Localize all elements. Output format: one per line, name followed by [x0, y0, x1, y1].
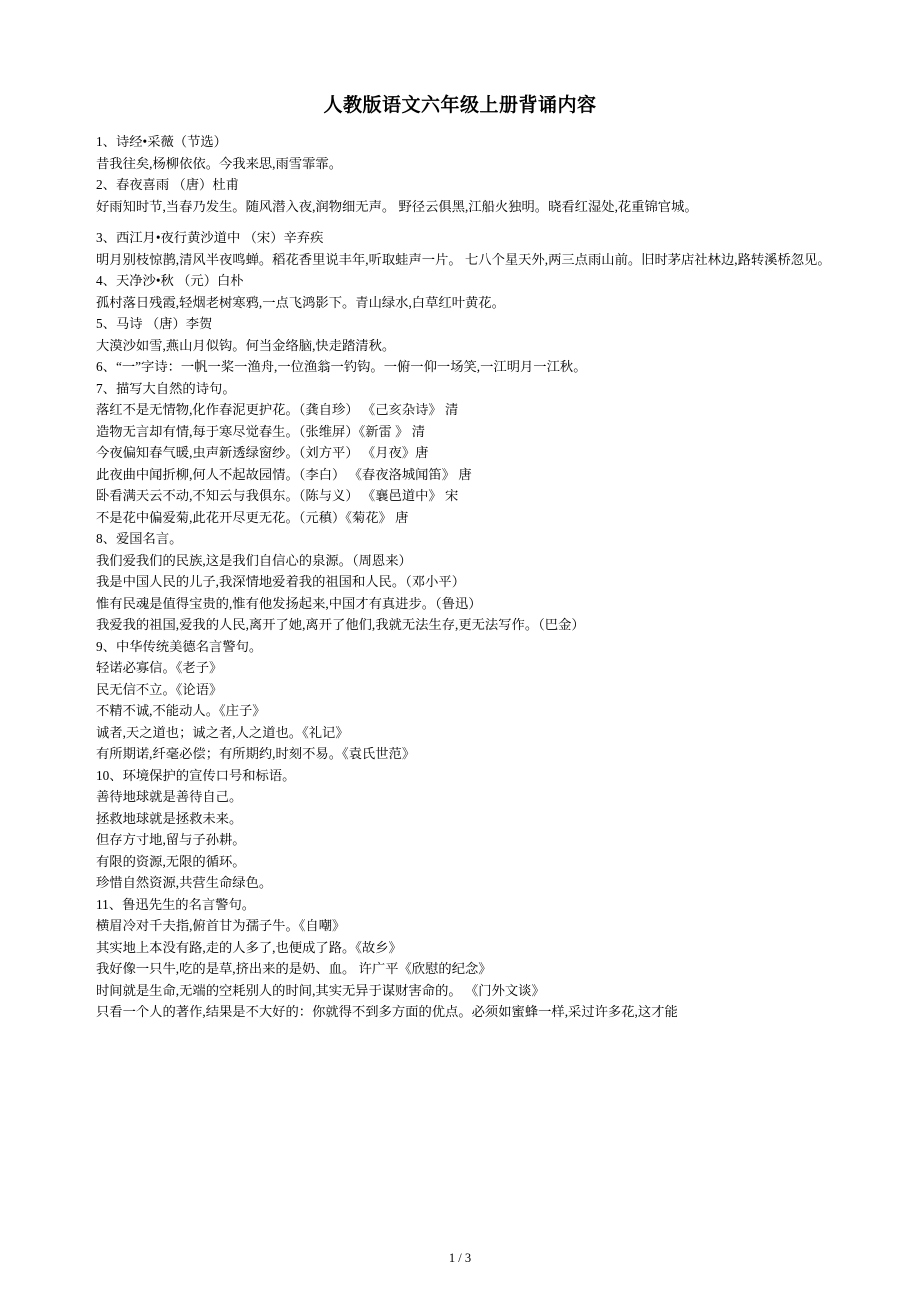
document-line: 此夜曲中闻折柳,何人不起故园情。（李白） 《春夜洛城闻笛》 唐: [96, 466, 472, 482]
document-line: 其实地上本没有路,走的人多了,也便成了路。《故乡》: [96, 939, 402, 955]
document-line: 轻诺必寡信。《老子》: [96, 660, 223, 675]
document-line: 好雨知时节,当春乃发生。随风潜入夜,润物细无声。 野径云俱黑,江船火独明。晓看红湿处,花重锦官城。: [96, 198, 698, 214]
document-line: 孤村落日残霞,轻烟老树寒鸦,一点飞鸿影下。青山绿水,白草红叶黄花。: [96, 294, 505, 310]
document-line: 3、西江月•夜行黄沙道中 （宋）辛弃疾: [96, 230, 324, 245]
document-line: 11、鲁迅先生的名言警句。: [96, 896, 256, 912]
document-line: 我是中国人民的儿子,我深情地爱着我的祖国和人民。（邓小平）: [96, 574, 465, 589]
document-line: 有所期诺,纤毫必偿；有所期约,时刻不易。《袁氏世范》: [96, 746, 416, 761]
document-line: 但存方寸地,留与子孙耕。: [96, 832, 246, 847]
document-line: 明月别枝惊鹊,清风半夜鸣蝉。稻花香里说丰年,听取蛙声一片。 七八个星天外,两三点雨山前。旧时茅店社林边,路转溪桥忽见。: [96, 251, 831, 267]
document-line: 昔我往矣,杨柳依依。今我来思,雨雪霏霏。: [96, 155, 342, 171]
document-line: 6、“一”字诗：一帆一桨一渔舟,一位渔翁一钓钩。一俯一仰一场笑,一江明月一江秋。: [96, 359, 587, 374]
document-line: 只看一个人的著作,结果是不大好的：你就得不到多方面的优点。必须如蜜蜂一样,采过许多花,这才能: [96, 1004, 678, 1019]
document-line: 1、诗经•采薇（节选）: [96, 134, 227, 149]
page-title: 人教版语文六年级上册背诵内容: [323, 95, 597, 116]
document-line: 横眉冷对千夫指,俯首甘为孺子牛。《自嘲》: [96, 918, 346, 933]
document-body: [0, 131, 920, 1023]
document-line: 时间就是生命,无端的空耗别人的时间,其实无异于谋财害命的。 《门外文谈》: [96, 982, 545, 998]
document-line: 有限的资源,无限的循环。: [96, 853, 246, 869]
document-line: 我们爱我们的民族,这是我们自信心的泉源。（周恩来）: [96, 552, 412, 568]
document-line: 4、天净沙•秋 （元）白朴: [96, 273, 244, 288]
document-line: 今夜偏知春气暖,虫声新透绿窗纱。（刘方平） 《月夜》唐: [96, 445, 429, 460]
document-line: 民无信不立。《论语》: [96, 681, 223, 697]
document-line: 2、春夜喜雨 （唐）杜甫: [96, 177, 239, 192]
document-line: 诚者,天之道也；诚之者,人之道也。《礼记》: [96, 724, 349, 740]
document-line: 不精不诚,不能动人。《庄子》: [96, 703, 266, 718]
document-line: 造物无言却有情,每于寒尽觉春生。（张维屏）《新雷 》 清: [96, 423, 426, 439]
document-line: 拯救地球就是拯救未来。: [96, 810, 243, 826]
document-line: 卧看满天云不动,不知云与我俱东。（陈与义） 《襄邑道中》 宋: [96, 488, 459, 503]
document-line: 落红不是无情物,化作春泥更护花。（龚自珍） 《己亥杂诗》 清: [96, 402, 459, 417]
document-line: 5、马诗 （唐）李贺: [96, 316, 213, 331]
document-line: 我爱我的祖国,爱我的人民,离开了她,离开了他们,我就无法生存,更无法写作。（巴金）: [96, 617, 585, 632]
document-line: 惟有民魂是值得宝贵的,惟有他发扬起来,中国才有真进步。（鲁迅）: [96, 595, 482, 611]
document-line: 珍惜自然资源,共营生命绿色。: [96, 875, 273, 890]
document-line: 大漠沙如雪,燕山月似钩。何当金络脑,快走踏清秋。: [96, 337, 396, 353]
document-line: 7、描写大自然的诗句。: [96, 380, 236, 396]
document-line: 善待地球就是善待自己。: [96, 789, 243, 804]
document-line: 10、环境保护的宣传口号和标语。: [96, 767, 296, 783]
document-line: 不是花中偏爱菊,此花开尽更无花。（元稹）《菊花》 唐: [96, 509, 409, 525]
document-line: 8、爱国名言。: [96, 531, 183, 546]
document-line: 我好像一只牛,吃的是草,挤出来的是奶、血。 许广平《欣慰的纪念》: [96, 961, 492, 976]
page-number: 1 / 3: [448, 1251, 472, 1265]
document-line: 9、中华传统美德名言警句。: [96, 638, 263, 654]
